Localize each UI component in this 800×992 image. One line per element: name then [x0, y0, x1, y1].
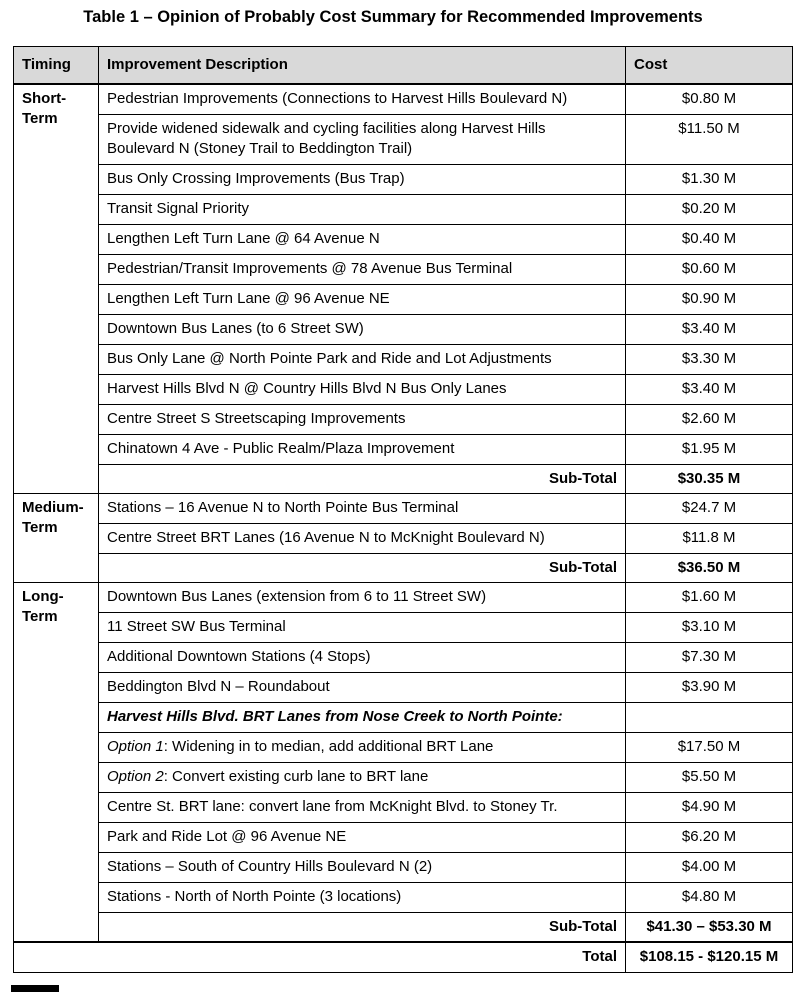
subtotal-label: Sub-Total [99, 913, 626, 943]
table-row [14, 435, 793, 465]
option-label: Option 1 [107, 738, 164, 755]
subtotal-label: Sub-Total [99, 554, 626, 583]
table-row [14, 494, 793, 524]
option-label: Option 2 [107, 768, 164, 785]
item-cost: $17.50 M [626, 733, 793, 763]
item-description: 11 Street SW Bus Terminal [99, 613, 626, 643]
item-description: Lengthen Left Turn Lane @ 96 Avenue NE [99, 285, 626, 315]
group-heading-row [14, 703, 793, 733]
item-cost: $1.95 M [626, 435, 793, 465]
header-timing: Timing [14, 47, 99, 85]
item-cost: $4.90 M [626, 793, 793, 823]
table-row [14, 195, 793, 225]
table-row [14, 853, 793, 883]
item-description: Additional Downtown Stations (4 Stops) [99, 643, 626, 673]
table-row [14, 793, 793, 823]
table-caption: Table 1 – Opinion of Probably Cost Summary for Recommended Improvements [83, 8, 703, 26]
table-row [14, 613, 793, 643]
table-row [14, 345, 793, 375]
option-text: : Widening in to median, add additional BRT Lane [163, 738, 494, 755]
table-row [14, 823, 793, 853]
item-cost: $1.30 M [626, 165, 793, 195]
item-cost: $1.60 M [626, 583, 793, 613]
item-description: Beddington Blvd N – Roundabout [99, 673, 626, 703]
timing-medium-term: Medium-Term [14, 494, 99, 583]
option-description [99, 733, 626, 763]
total-row [14, 942, 793, 973]
timing-long-term: Long-Term [14, 583, 99, 943]
item-cost: $11.8 M [626, 524, 793, 554]
item-description: Pedestrian Improvements (Connections to Harvest Hills Boulevard N) [99, 84, 626, 115]
table-row [14, 115, 793, 165]
table-row [14, 375, 793, 405]
subtotal-row [14, 913, 793, 943]
subtotal-label: Sub-Total [99, 465, 626, 494]
table-row [14, 225, 793, 255]
item-description: Park and Ride Lot @ 96 Avenue NE [99, 823, 626, 853]
item-description: Downtown Bus Lanes (to 6 Street SW) [99, 315, 626, 345]
item-description: Chinatown 4 Ave - Public Realm/Plaza Improvement [99, 435, 626, 465]
item-cost: $3.40 M [626, 375, 793, 405]
option-description [99, 763, 626, 793]
total-label: Total [14, 942, 626, 973]
subtotal-value: $41.30 – $53.30 M [626, 913, 793, 943]
item-cost: $0.40 M [626, 225, 793, 255]
item-cost: $0.90 M [626, 285, 793, 315]
table-row [14, 883, 793, 913]
item-cost: $3.10 M [626, 613, 793, 643]
subtotal-row [14, 554, 793, 583]
item-cost: $4.80 M [626, 883, 793, 913]
item-description: Centre St. BRT lane: convert lane from McKnight Blvd. to Stoney Tr. [99, 793, 626, 823]
table-row [14, 285, 793, 315]
item-description: Pedestrian/Transit Improvements @ 78 Avenue Bus Terminal [99, 255, 626, 285]
item-description: Bus Only Crossing Improvements (Bus Trap) [99, 165, 626, 195]
header-cost: Cost [626, 47, 793, 85]
item-description: Centre Street BRT Lanes (16 Avenue N to McKnight Boulevard N) [99, 524, 626, 554]
item-description: Stations – 16 Avenue N to North Pointe Bus Terminal [99, 494, 626, 524]
header-description: Improvement Description [99, 47, 626, 85]
item-cost: $3.30 M [626, 345, 793, 375]
subtotal-value: $30.35 M [626, 465, 793, 494]
item-cost: $7.30 M [626, 643, 793, 673]
item-description: Bus Only Lane @ North Pointe Park and Ride and Lot Adjustments [99, 345, 626, 375]
item-description: Centre Street S Streetscaping Improvements [99, 405, 626, 435]
header-row [14, 47, 793, 85]
item-cost: $6.20 M [626, 823, 793, 853]
item-description: Lengthen Left Turn Lane @ 64 Avenue N [99, 225, 626, 255]
table-row [14, 255, 793, 285]
long-term-section [14, 583, 793, 943]
subtotal-row [14, 465, 793, 494]
table-row [14, 524, 793, 554]
group-heading-cost-empty [626, 703, 793, 733]
total-section [14, 942, 793, 973]
short-term-section [14, 84, 793, 494]
table-row [14, 643, 793, 673]
item-description: Stations - North of North Pointe (3 locations) [99, 883, 626, 913]
table-row [14, 165, 793, 195]
page-tab-marker [11, 985, 59, 992]
item-cost: $3.40 M [626, 315, 793, 345]
item-cost: $5.50 M [626, 763, 793, 793]
table-row [14, 405, 793, 435]
cost-summary-table [13, 46, 793, 973]
item-cost: $0.20 M [626, 195, 793, 225]
group-heading: Harvest Hills Blvd. BRT Lanes from Nose Creek to North Pointe: [99, 703, 626, 733]
table-row [14, 673, 793, 703]
item-cost: $2.60 M [626, 405, 793, 435]
item-description: Transit Signal Priority [99, 195, 626, 225]
table-row [14, 583, 793, 613]
item-description: Downtown Bus Lanes (extension from 6 to 11 Street SW) [99, 583, 626, 613]
item-description: Harvest Hills Blvd N @ Country Hills Blvd N Bus Only Lanes [99, 375, 626, 405]
table-row [14, 315, 793, 345]
item-cost: $0.60 M [626, 255, 793, 285]
item-cost: $24.7 M [626, 494, 793, 524]
total-value: $108.15 - $120.15 M [626, 942, 793, 973]
item-cost: $0.80 M [626, 84, 793, 115]
option-row [14, 763, 793, 793]
option-text: : Convert existing curb lane to BRT lane [163, 768, 429, 785]
subtotal-value: $36.50 M [626, 554, 793, 583]
timing-short-term: Short-Term [14, 84, 99, 494]
table-row [14, 84, 793, 115]
item-description: Stations – South of Country Hills Boulevard N (2) [99, 853, 626, 883]
item-description: Provide widened sidewalk and cycling facilities along Harvest Hills Boulevard N (Stoney Trail to Beddington Trail) [99, 115, 626, 165]
option-row [14, 733, 793, 763]
item-cost: $3.90 M [626, 673, 793, 703]
item-cost: $11.50 M [626, 115, 793, 165]
medium-term-section [14, 494, 793, 583]
item-cost: $4.00 M [626, 853, 793, 883]
